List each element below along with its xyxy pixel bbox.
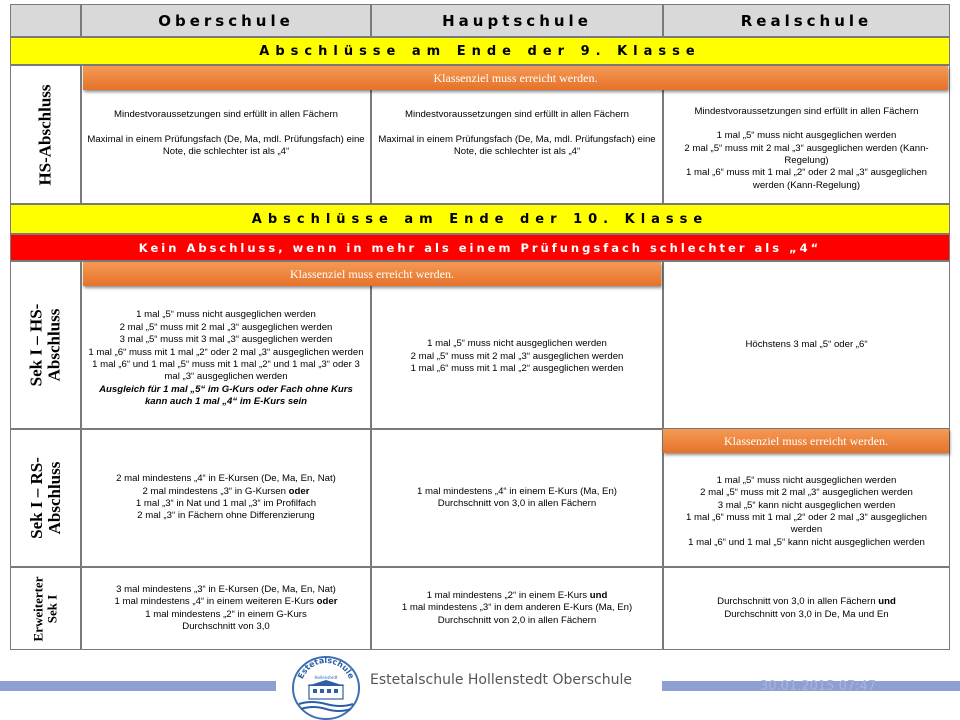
text-hs-realschule [663, 96, 950, 202]
text-line [115, 596, 338, 608]
text-line: Durchschnitt von 3,0 [182, 620, 270, 632]
row-label-erweiterter-sek1 [10, 567, 81, 650]
text-part: 1 mal mindestens „2“ in einem E-Kurs [426, 589, 588, 601]
text-line: Durchschnitt von 3,0 in De, Ma und En [724, 608, 889, 620]
header-realschule: Realschule [663, 4, 950, 37]
header-hauptschule: Hauptschule [371, 4, 663, 37]
text-line-bold: Ausgleich für 1 mal „5“ im G-Kurs oder Fach ohne Kurs kann auch 1 mal „4“ im E-Kurs sein [99, 383, 353, 408]
text-line: 3 mal mindestens „3“ in E-Kursen (De, Ma, En, Nat) [116, 583, 336, 595]
logo-text: Estetalschule [296, 655, 356, 681]
text-line: 2 mal „5“ muss mit 2 mal „3“ ausgeglichen werden [119, 321, 333, 333]
text-line: 1 mal „6“ muss mit 1 mal „2“ oder 2 mal „3“ ausgeglichen werden [88, 346, 364, 358]
text-line: 1 mal mindestens „2“ in einem G-Kurs [145, 608, 307, 620]
text-line: 1 mal „3“ in Nat und 1 mal „3“ im Profilfach [135, 498, 317, 509]
footer-bar-left [0, 681, 276, 691]
text-line: 2 mal „5“ muss mit 2 mal „3“ ausgeglichen werden (Kann-Regelung) [684, 142, 929, 166]
text-line: Höchstens 3 mal „5“ oder „6“ [745, 338, 868, 350]
text-bold: und [878, 596, 896, 608]
text-line: 1 mal „5“ muss nicht ausgeglichen werden [716, 474, 897, 486]
text-bold: und [589, 589, 608, 601]
text-line: Durchschnitt von 2,0 in allen Fächern [437, 614, 597, 626]
text-line: 1 mal „5“ muss nicht ausgeglichen werden [427, 338, 607, 350]
text-line: 3 mal „5“ muss mit 3 mal „3“ ausgeglichen werden [119, 334, 333, 346]
text-line: 2 mal mindestens „4“ in E-Kursen (De, Ma, En, Nat) [116, 473, 336, 485]
label-line: Abschluss [44, 461, 64, 535]
text-bold: oder [288, 485, 310, 497]
text-sek1hs-oberschule [81, 292, 371, 426]
text-hs-hauptschule [371, 98, 663, 170]
header-corner [10, 4, 81, 37]
banner-klassenziel-hs: Klassenziel muss erreicht werden. [83, 66, 948, 90]
row-label-sek1-hs-text [28, 304, 64, 387]
label-line: Sek I – HS- [26, 303, 46, 387]
text-line [427, 590, 608, 602]
row-label-sek1-rs-text [28, 457, 64, 539]
text-erw-oberschule [81, 568, 371, 649]
header-oberschule: Oberschule [81, 4, 371, 37]
footer-date: 30.01.2015 07:47 [760, 679, 877, 694]
row-label-sek1-hs [10, 261, 81, 429]
text-erw-realschule [663, 568, 950, 649]
text-line: 1 mal „6“ muss mit 1 mal „2“ oder 2 mal „3“ ausgeglichen werden (Kann-Regelung) [686, 167, 927, 191]
row-label-hs-abschluss-text: HS-Abschluss [35, 83, 55, 186]
text-erw-hauptschule [371, 568, 663, 649]
band-klasse-9: Abschlüsse am Ende der 9. Klasse [10, 37, 950, 65]
text-line: 2 mal „3“ in Fächern ohne Differenzierung [137, 510, 315, 522]
row-label-sek1-rs [10, 429, 81, 567]
school-logo-icon [291, 652, 361, 720]
banner-klassenziel-sek1hs: Klassenziel muss erreicht werden. [83, 262, 661, 286]
logo-subtext: Hollenstedt [314, 675, 338, 680]
text-line: 1 mal „6“ und 1 mal „5“ muss mit 1 mal „2“ und 1 mal „3“ oder 3 mal „3“ ausgeglichen werden [92, 359, 360, 383]
text-sek1hs-realschule [663, 262, 950, 428]
text-line [143, 486, 310, 498]
text-line: 1 mal „5“ muss nicht ausgeglichen werden [136, 309, 316, 321]
text-line: 2 mal „5“ muss mit 2 mal „3“ ausgeglichen werden [410, 350, 624, 362]
text-sek1rs-hauptschule [371, 430, 663, 566]
text-line: 1 mal mindestens „3“ in dem anderen E-Kurs (Ma, En) [401, 602, 633, 614]
band-kein-abschluss: Kein Abschluss, wenn in mehr als einem Prüfungsfach schlechter als „4“ [10, 234, 950, 261]
label-line: Sek I [44, 594, 60, 623]
text-line: 1 mal mindestens „4“ in einem E-Kurs (Ma, En) [417, 485, 617, 497]
label-line: Abschluss [44, 308, 64, 382]
text-line [717, 596, 896, 608]
text-part: Durchschnitt von 3,0 in allen Fächern [717, 596, 876, 608]
text-line: 2 mal „5“ muss mit 2 mal „3“ ausgeglichen werden [700, 487, 913, 499]
text-line: Mindestvoraussetzungen sind erfüllt in allen Fächern [405, 109, 629, 121]
band-klasse-10: Abschlüsse am Ende der 10. Klasse [10, 204, 950, 234]
text-sek1rs-oberschule [81, 430, 371, 566]
text-line: Mindestvoraussetzungen sind erfüllt in allen Fächern [114, 109, 338, 121]
text-line: Maximal in einem Prüfungsfach (De, Ma, mdl. Prüfungsfach) eine Note, die schlechter ist als „4“ [378, 133, 656, 158]
label-line: Sek I – RS- [26, 457, 46, 539]
text-line: Durchschnitt von 3,0 in allen Fächern [437, 498, 597, 509]
text-hs-oberschule [81, 98, 371, 170]
text-part: 1 mal mindestens „4“ in einem weiteren E-Kurs [114, 596, 314, 608]
text-line: Maximal in einem Prüfungsfach (De, Ma, mdl. Prüfungsfach) eine Note, die schlechter ist als „4“ [87, 133, 365, 158]
row-label-erweiterter-sek1-text [31, 576, 59, 641]
text-line: 1 mal „6“ und 1 mal „5“ kann nicht ausgeglichen werden [688, 536, 925, 548]
text-sek1hs-hauptschule [371, 286, 663, 428]
text-line: Mindestvoraussetzungen sind erfüllt in allen Fächern [694, 105, 919, 117]
banner-klassenziel-sek1rs: Klassenziel muss erreicht werden. [663, 429, 949, 453]
row-label-hs-abschluss [10, 65, 81, 204]
label-line: Erweiterter [30, 576, 46, 641]
footer-school-name: Estetalschule Hollenstedt Oberschule [370, 672, 632, 688]
text-line: 1 mal „6“ muss mit 1 mal „2“ ausgeglichen werden [410, 363, 624, 375]
text-line: 1 mal „5“ muss nicht ausgeglichen werden [716, 130, 897, 142]
text-line: 1 mal „6“ muss mit 1 mal „2“ oder 2 mal „3“ ausgeglichen werden [686, 512, 927, 536]
text-part: 2 mal mindestens „3“ in G-Kursen [142, 485, 286, 497]
text-line: 3 mal „5“ kann nicht ausgeglichen werden [717, 499, 896, 511]
text-bold: oder [316, 596, 338, 608]
text-sek1rs-realschule [663, 458, 950, 566]
